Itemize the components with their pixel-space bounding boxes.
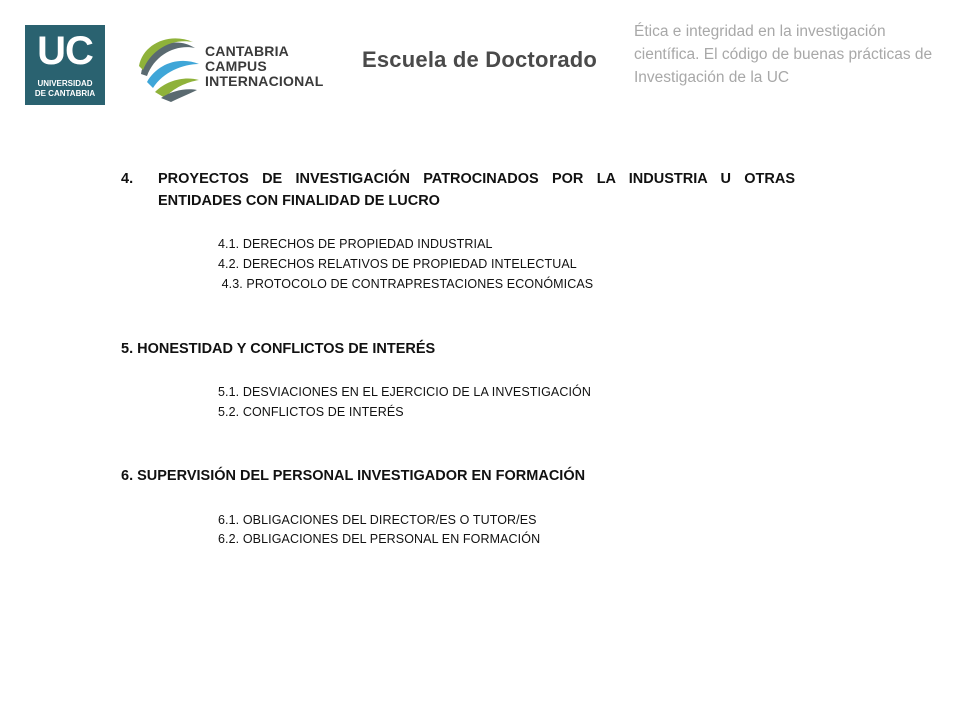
ccc-line3: INTERNACIONAL xyxy=(205,73,324,89)
uc-logo-mark: UC xyxy=(37,29,93,73)
section-4-title-line2: ENTIDADES CON FINALIDAD DE LUCRO xyxy=(158,193,440,209)
uc-logo xyxy=(25,25,105,105)
section-4-number: 4. xyxy=(121,171,134,187)
cantabria-campus-emblem-icon xyxy=(133,30,203,102)
cantabria-campus-logo xyxy=(133,30,343,102)
ccc-line2: CAMPUS xyxy=(205,58,267,74)
section-6-item-2: 6.2. OBLIGACIONES DEL PERSONAL EN FORMACIÓN xyxy=(218,532,541,546)
section-4-title-line1: PROYECTOS DE INVESTIGACIÓN PATROCINADOS POR LA INDUSTRIA U OTRAS xyxy=(158,171,795,187)
uc-logo-line1: UNIVERSIDAD xyxy=(37,79,93,88)
escuela-doctorado-logo: Escuela de Doctorado xyxy=(362,47,598,72)
section-4-item-1: 4.1. DERECHOS DE PROPIEDAD INDUSTRIAL xyxy=(218,237,493,251)
section-4-item-3: 4.3. PROTOCOLO DE CONTRAPRESTACIONES ECONÓMICAS xyxy=(218,277,594,291)
section-4-item-2: 4.2. DERECHOS RELATIVOS DE PROPIEDAD INTELECTUAL xyxy=(218,257,577,271)
slide-header-title: Ética e integridad en la investigación científica. El código de buenas prácticas de Investigación de la UC xyxy=(634,23,933,86)
section-5-item-2: 5.2. CONFLICTOS DE INTERÉS xyxy=(218,405,404,419)
section-5-heading: 5. HONESTIDAD Y CONFLICTOS DE INTERÉS xyxy=(121,341,436,357)
uc-logo-line2: DE CANTABRIA xyxy=(34,89,96,98)
section-6-heading: 6. SUPERVISIÓN DEL PERSONAL INVESTIGADOR EN FORMACIÓN xyxy=(121,468,586,484)
section-6-item-1: 6.1. OBLIGACIONES DEL DIRECTOR/ES O TUTOR/ES xyxy=(218,513,537,527)
ccc-line1: CANTABRIA xyxy=(205,43,289,59)
section-5-item-1: 5.1. DESVIACIONES EN EL EJERCICIO DE LA INVESTIGACIÓN xyxy=(218,385,591,399)
